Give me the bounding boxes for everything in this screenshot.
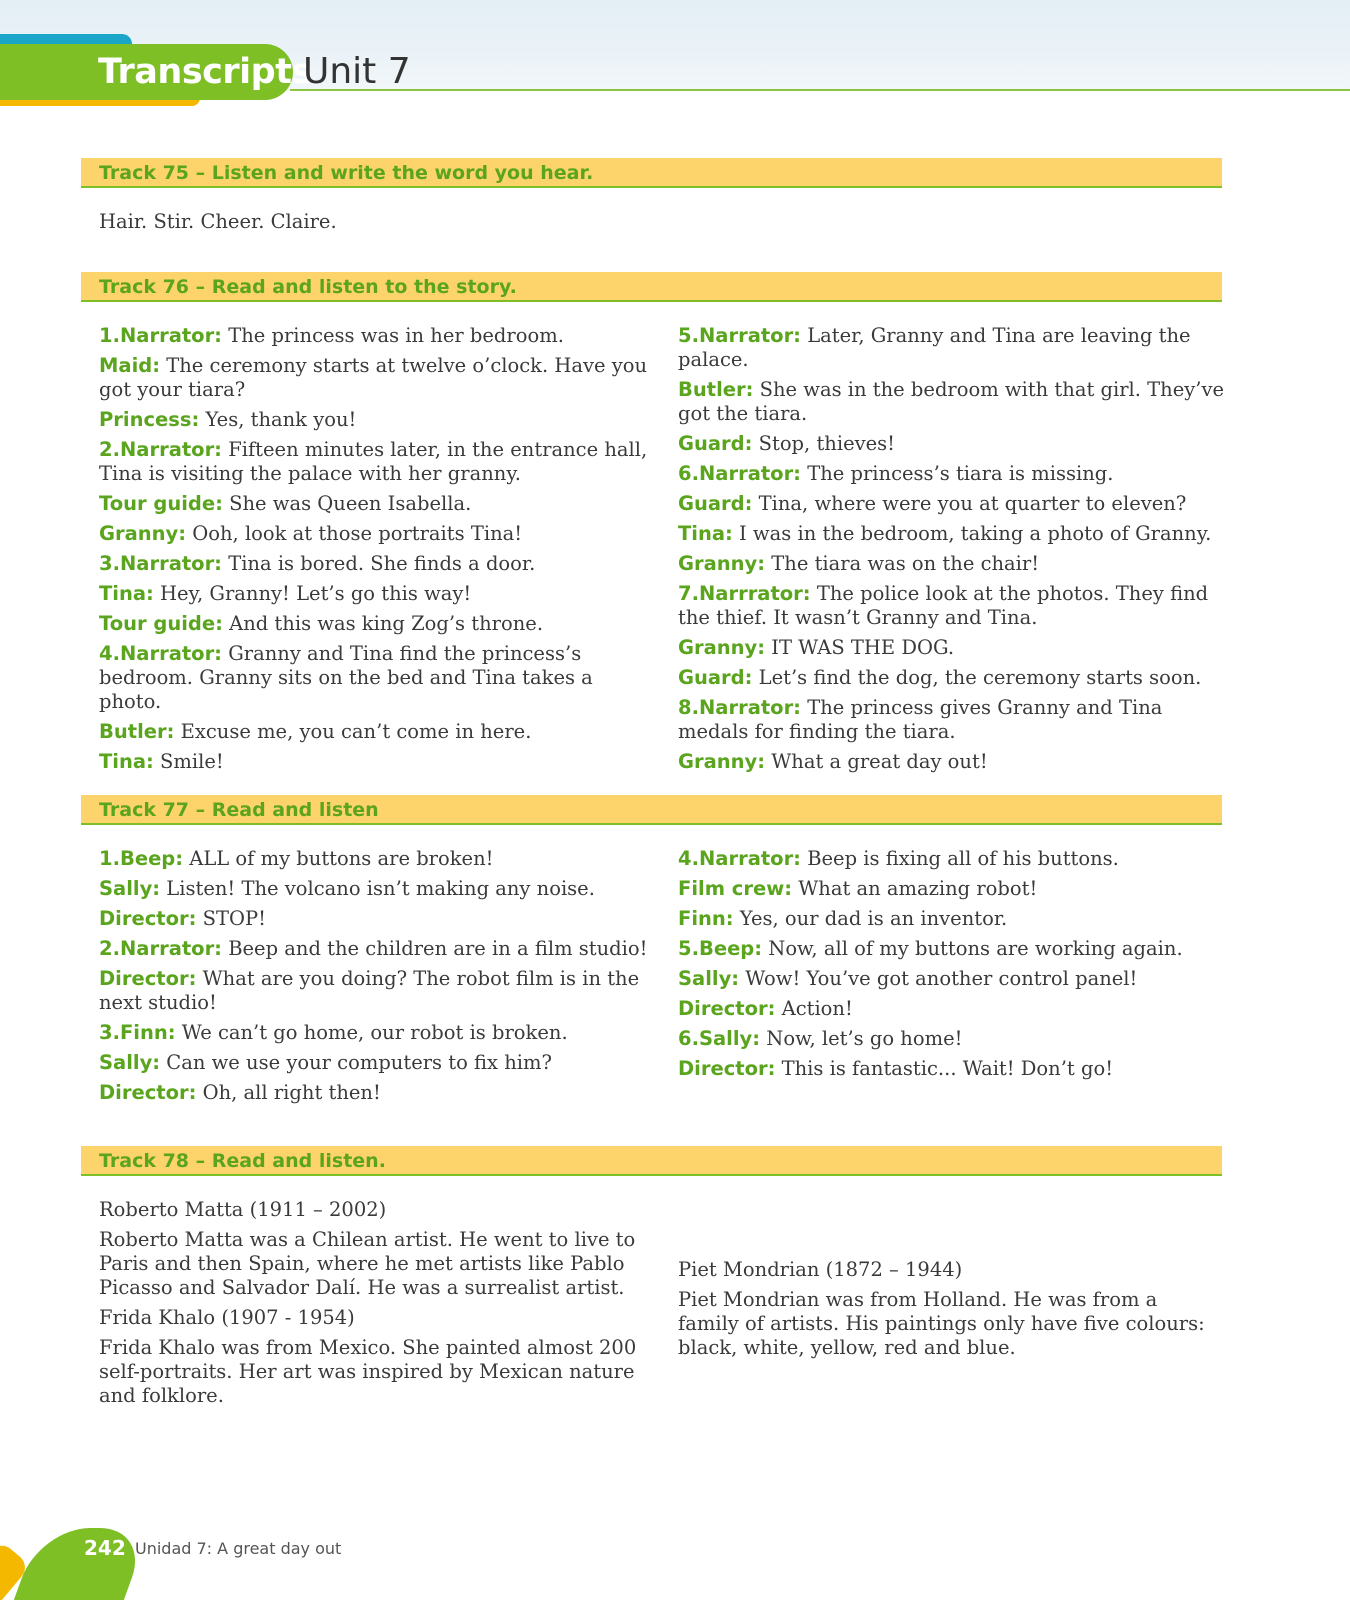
dialogue-line: [99, 877, 654, 901]
dialogue-line: [678, 666, 1228, 690]
dialogue-line: [99, 750, 654, 774]
speaker-label: Tina:: [678, 522, 733, 545]
speaker-label: 5.Beep:: [678, 937, 763, 960]
speaker-label: Finn:: [678, 907, 734, 930]
dialogue-text: The princess gives Granny and Tina medals for finding the tiara.: [678, 696, 1163, 743]
speaker-label: 7.Narrrator:: [678, 582, 811, 605]
header-rule: [290, 89, 1350, 91]
speaker-label: Sally:: [99, 1051, 161, 1074]
dialogue-text: And this was king Zog’s throne.: [229, 612, 544, 635]
dialogue-line: [99, 642, 654, 714]
dialogue-text: ALL of my buttons are broken!: [189, 847, 494, 870]
dialogue-line: [99, 967, 654, 1015]
speaker-label: 6.Narrator:: [678, 462, 801, 485]
dialogue-line: [678, 552, 1228, 576]
dialogue-line: [678, 907, 1228, 931]
matta-text: Roberto Matta was a Chilean artist. He went to live to Paris and then Spain, where he met artists like Pablo Picasso and Salvador Dalí. He was a surrealist artist.: [99, 1228, 636, 1299]
speaker-label: Director:: [99, 907, 197, 930]
track78-left-column: [99, 1198, 649, 1414]
speaker-label: Maid:: [99, 354, 161, 377]
dialogue-text: Oh, all right then!: [202, 1081, 381, 1104]
dialogue-text: Action!: [781, 997, 853, 1020]
speaker-label: 6.Sally:: [678, 1027, 761, 1050]
dialogue-line: [678, 492, 1228, 516]
track76-right-column: [678, 324, 1228, 780]
dialogue-line: [678, 877, 1228, 901]
mondrian-text: Piet Mondrian was from Holland. He was from a family of artists. His paintings only have five colours: black, white, yellow, red and blue.: [678, 1288, 1205, 1359]
mondrian-heading: Piet Mondrian (1872 – 1944): [678, 1258, 963, 1281]
dialogue-line: [678, 432, 1228, 456]
dialogue-text: What an amazing robot!: [798, 877, 1038, 900]
dialogue-text: Listen! The volcano isn’t making any noise.: [166, 877, 595, 900]
speaker-label: Granny:: [678, 552, 766, 575]
dialogue-text: She was in the bedroom with that girl. They’ve got the tiara.: [678, 378, 1225, 425]
dialogue-line: [99, 324, 654, 348]
dialogue-line: [99, 907, 654, 931]
track77-left-column: [99, 847, 654, 1111]
dialogue-text: Hey, Granny! Let’s go this way!: [160, 582, 472, 605]
dialogue-line: [99, 552, 654, 576]
dialogue-text: The princess’s tiara is missing.: [807, 462, 1114, 485]
speaker-label: Granny:: [678, 750, 766, 773]
dialogue-line: [678, 378, 1228, 426]
dialogue-text: Tina is bored. She finds a door.: [228, 552, 536, 575]
speaker-label: Tina:: [99, 750, 154, 773]
dialogue-text: Smile!: [160, 750, 224, 773]
kahlo-text: Frida Khalo was from Mexico. She painted almost 200 self-portraits. Her art was inspired by Mexican nature and folklore.: [99, 1336, 637, 1407]
speaker-label: 4.Narrator:: [678, 847, 801, 870]
speaker-label: 1.Narrator:: [99, 324, 222, 347]
track77-heading: Track 77 – Read and listen: [81, 795, 1222, 825]
dialogue-line: [99, 438, 654, 486]
speaker-label: Tina:: [99, 582, 154, 605]
track76-left-column: [99, 324, 654, 780]
dialogue-text: The princess was in her bedroom.: [228, 324, 564, 347]
speaker-label: 4.Narrator:: [99, 642, 222, 665]
dialogue-text: The police look at the photos. They find the thief. It wasn’t Granny and Tina.: [678, 582, 1209, 629]
kahlo-heading: Frida Khalo (1907 - 1954): [99, 1306, 355, 1329]
dialogue-line: [99, 1021, 654, 1045]
speaker-label: Director:: [99, 1081, 197, 1104]
dialogue-line: [678, 1057, 1228, 1081]
dialogue-line: [99, 492, 654, 516]
dialogue-line: [99, 937, 654, 961]
track76-heading: Track 76 – Read and listen to the story.: [81, 272, 1222, 302]
speaker-label: Director:: [678, 1057, 776, 1080]
dialogue-text: Now, all of my buttons are working again.: [768, 937, 1183, 960]
speaker-label: Granny:: [678, 636, 766, 659]
speaker-label: 2.Narrator:: [99, 937, 222, 960]
dialogue-line: [678, 847, 1228, 871]
dialogue-text: What a great day out!: [771, 750, 988, 773]
dialogue-line: [678, 696, 1228, 744]
track77-right-column: [678, 847, 1228, 1087]
dialogue-text: Granny and Tina find the princess’s bedroom. Granny sits on the bed and Tina takes a photo.: [99, 642, 593, 713]
dialogue-line: [99, 582, 654, 606]
dialogue-text: Ooh, look at those portraits Tina!: [192, 522, 523, 545]
speaker-label: Director:: [99, 967, 197, 990]
speaker-label: Guard:: [678, 666, 753, 689]
dialogue-text: Excuse me, you can’t come in here.: [180, 720, 532, 743]
dialogue-line: [678, 937, 1228, 961]
dialogue-line: [678, 997, 1228, 1021]
footer-text: Unidad 7: A great day out: [135, 1539, 342, 1558]
dialogue-text: What are you doing? The robot film is in the next studio!: [99, 967, 640, 1014]
dialogue-text: The tiara was on the chair!: [771, 552, 1040, 575]
dialogue-line: [99, 522, 654, 546]
dialogue-line: [99, 612, 654, 636]
speaker-label: Tour guide:: [99, 492, 223, 515]
unit-title: Unit 7: [303, 51, 411, 92]
dialogue-line: [99, 1051, 654, 1075]
dialogue-text: Now, let’s go home!: [766, 1027, 963, 1050]
speaker-label: Director:: [678, 997, 776, 1020]
dialogue-line: [678, 462, 1228, 486]
dialogue-text: Wow! You’ve got another control panel!: [745, 967, 1138, 990]
track75-text: Hair. Stir. Cheer. Claire.: [99, 210, 337, 233]
dialogue-text: Beep is fixing all of his buttons.: [807, 847, 1119, 870]
speaker-label: 5.Narrator:: [678, 324, 801, 347]
track75-heading: Track 75 – Listen and write the word you hear.: [81, 158, 1222, 188]
page-number: 242: [84, 1536, 126, 1560]
speaker-label: Sally:: [99, 877, 161, 900]
dialogue-text: Stop, thieves!: [758, 432, 896, 455]
dialogue-line: [678, 750, 1228, 774]
dialogue-text: Tina, where were you at quarter to eleven?: [758, 492, 1187, 515]
dialogue-text: We can’t go home, our robot is broken.: [181, 1021, 568, 1044]
speaker-label: 2.Narrator:: [99, 438, 222, 461]
dialogue-text: This is fantastic... Wait! Don’t go!: [781, 1057, 1114, 1080]
dialogue-line: [678, 582, 1228, 630]
dialogue-line: [99, 847, 654, 871]
speaker-label: 8.Narrator:: [678, 696, 801, 719]
dialogue-text: Yes, our dad is an inventor.: [739, 907, 1008, 930]
speaker-label: Princess:: [99, 408, 200, 431]
speaker-label: 3.Narrator:: [99, 552, 222, 575]
speaker-label: Sally:: [678, 967, 740, 990]
dialogue-text: Let’s find the dog, the ceremony starts soon.: [758, 666, 1202, 689]
dialogue-text: Yes, thank you!: [205, 408, 357, 431]
dialogue-line: [99, 354, 654, 402]
dialogue-line: [678, 1027, 1228, 1051]
dialogue-line: [678, 522, 1228, 546]
dialogue-text: Fifteen minutes later, in the entrance hall, Tina is visiting the palace with her granny.: [99, 438, 648, 485]
dialogue-line: [99, 1081, 654, 1105]
speaker-label: Butler:: [678, 378, 754, 401]
speaker-label: 1.Beep:: [99, 847, 184, 870]
dialogue-line: [678, 967, 1228, 991]
speaker-label: Film crew:: [678, 877, 793, 900]
dialogue-text: Later, Granny and Tina are leaving the palace.: [678, 324, 1191, 371]
dialogue-line: [99, 408, 654, 432]
track78-heading: Track 78 – Read and listen.: [81, 1146, 1222, 1176]
speaker-label: 3.Finn:: [99, 1021, 176, 1044]
dialogue-text: STOP!: [202, 907, 266, 930]
matta-heading: Roberto Matta (1911 – 2002): [99, 1198, 387, 1221]
page-title: Transcripts: [98, 52, 312, 92]
dialogue-text: She was Queen Isabella.: [229, 492, 472, 515]
speaker-label: Tour guide:: [99, 612, 223, 635]
track78-right-column: [678, 1258, 1223, 1366]
dialogue-line: [678, 636, 1228, 660]
speaker-label: Granny:: [99, 522, 187, 545]
dialogue-text: Beep and the children are in a film studio!: [228, 937, 648, 960]
dialogue-text: IT WAS THE DOG.: [771, 636, 955, 659]
dialogue-line: [99, 720, 654, 744]
speaker-label: Guard:: [678, 432, 753, 455]
dialogue-text: The ceremony starts at twelve o’clock. Have you got your tiara?: [99, 354, 648, 401]
speaker-label: Butler:: [99, 720, 175, 743]
dialogue-text: Can we use your computers to fix him?: [166, 1051, 552, 1074]
dialogue-text: I was in the bedroom, taking a photo of Granny.: [739, 522, 1212, 545]
speaker-label: Guard:: [678, 492, 753, 515]
dialogue-line: [678, 324, 1228, 372]
